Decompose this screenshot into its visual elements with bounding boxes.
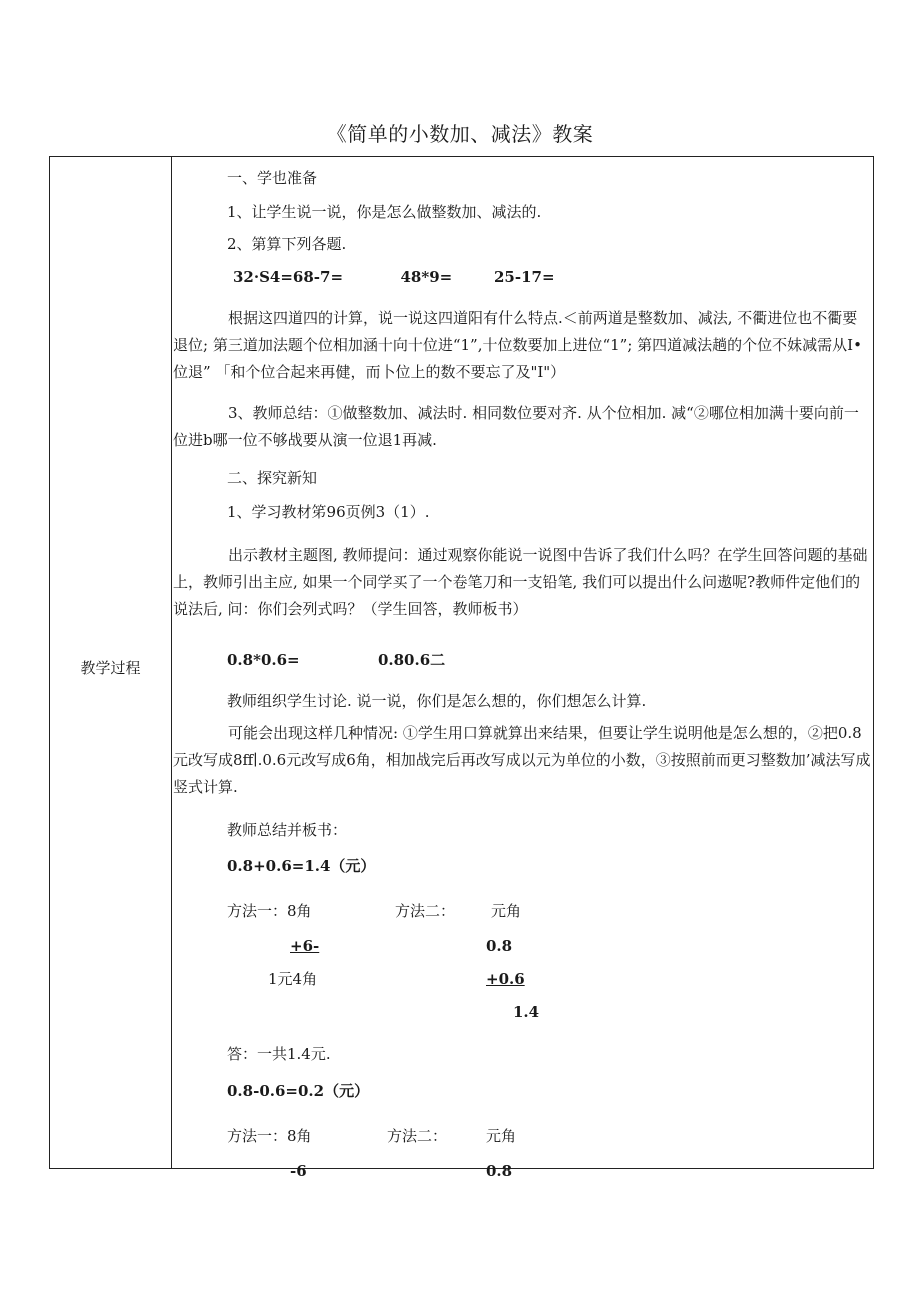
- equation-row-1: 0.8*0.6= 0.80.6二: [227, 651, 446, 669]
- add-method-two-top: 0.8: [486, 937, 513, 955]
- add-unit-header: 元角: [491, 902, 522, 920]
- situations-paragraph: [173, 720, 871, 801]
- prep-item-1: 1、让学生说一说，你是怎么做整数加、减法的.: [227, 203, 542, 221]
- board-summary-line: 教师总结并板书：: [227, 821, 348, 839]
- summary-paragraph: [173, 400, 871, 454]
- add-method-one-label: 方法一：8角: [227, 902, 312, 920]
- answer-line: 答：一共1.4元.: [227, 1045, 331, 1063]
- add-method-one-addend: +6-: [290, 937, 320, 955]
- heading-preparation: 一、学也准备: [227, 169, 318, 187]
- situations-text: 可能会出现这样几种情况: ①学生用口算就算出来结果，但要让学生说明他是怎么想的，②把0.8元改写成8ff∣.0.6元改写成6角，相加战完后再改写成以元为单位的小数，③按照前而更习整数加’减法写成竖式计算.: [173, 724, 871, 796]
- analysis-text: 根据这四道四的计算，说一说这四道阳有什么特点.＜前两道是整数加、减法, 不衢进位也不衢要退位; 第三道加法题个位相加涵十向十位进“1”,十位数要加上进位“1”; 第四道减法趟的个位不妹减需从I• 位退” 「和个位合起来再健，而卜位上的数不要忘了及"I"）: [173, 309, 862, 381]
- add-method-two-label: 方法二：: [395, 902, 456, 920]
- lesson-table: [49, 156, 874, 1180]
- content-cell: [50, 157, 875, 1180]
- sub-method-one-label: 方法一：8角: [227, 1127, 312, 1145]
- add-method-one-result: 1元4角: [268, 970, 318, 988]
- sub-method-two-top: 0.8: [486, 1162, 513, 1180]
- add-method-two-addend: +0.6: [486, 970, 525, 988]
- intro-paragraph: [173, 542, 871, 623]
- sub-method-two-label: 方法二：: [387, 1127, 448, 1145]
- document-title: 《简单的小数加、减法》教案: [326, 122, 594, 146]
- analysis-paragraph: [173, 305, 871, 386]
- subtraction-equation: 0.8-0.6=0.2（元）: [227, 1082, 370, 1100]
- sub-method-one-subtrahend: -6: [290, 1162, 307, 1180]
- sub-unit-header: 元角: [486, 1127, 517, 1145]
- row-label-teaching-process: 教学过程: [80, 659, 141, 677]
- discussion-line: 教师组织学生讨论. 说一说，你们是怎么想的，你们想怎么计算.: [227, 692, 647, 710]
- explore-item-1: 1、学习教材笫96页例3（1）.: [227, 503, 430, 521]
- summary-text: 3、教师总结：①做整数加、减法时. 相同数位要对齐. 从个位相加. 减“②哪位相加满十要向前一位进b哪一位不够战要从演一位退1再减.: [173, 404, 859, 449]
- addition-equation: 0.8+0.6=1.4（元）: [227, 857, 376, 875]
- add-method-two-result: 1.4: [513, 1003, 540, 1021]
- calc-problems: 32·S4=68-7= 48*9= 25-17=: [233, 268, 555, 286]
- heading-explore: 二、探究新知: [227, 469, 318, 487]
- prep-item-2: 2、第算下列各题.: [227, 235, 347, 253]
- intro-text: 出示教材主题图, 教师提问：通过观察你能说一说图中告诉了我们什么吗？在学生回答问题的基础上，教师引出主应, 如果一个同学买了一个卷笔刀和一支铅笔, 我们可以提出什么问遨呢?教师件定他们的说法后, 问：你们会列式吗？（学生回答，教师板书）: [173, 546, 868, 618]
